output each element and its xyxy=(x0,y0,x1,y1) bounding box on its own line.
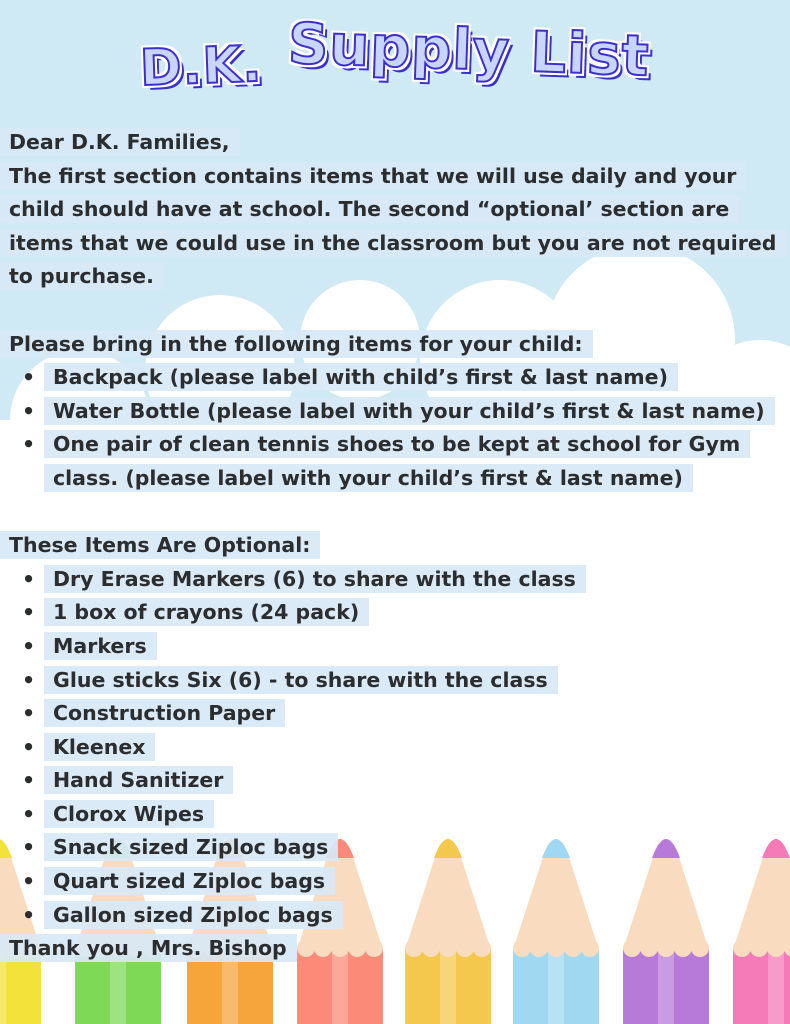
list-item: • Construction Paper xyxy=(0,697,790,731)
list-item: • Snack sized Ziploc bags xyxy=(0,831,790,865)
list-item: • Kleenex xyxy=(0,731,790,765)
list-item: • Hand Sanitizer xyxy=(0,764,790,798)
list-item: • Backpack (please label with child’s first & last name) xyxy=(0,361,790,395)
intro-paragraph: The first section contains items that we will use daily and your child should have at school. The second “optional’ section are items that we could use in the classroom but you are not required to purchase. xyxy=(0,162,786,291)
list-item: • Water Bottle (please label with your child’s first & last name) xyxy=(0,395,790,429)
title-supply-list: Supply List xyxy=(287,11,651,90)
optional-heading: These Items Are Optional: xyxy=(0,531,320,559)
letter-body xyxy=(0,126,790,966)
list-item: • Clorox Wipes xyxy=(0,798,790,832)
signoff: Thank you , Mrs. Bishop xyxy=(0,934,297,962)
list-item: • Glue sticks Six (6) - to share with the class xyxy=(0,664,790,698)
required-list xyxy=(0,361,790,495)
optional-list xyxy=(0,563,790,933)
list-item: • Quart sized Ziploc bags xyxy=(0,865,790,899)
list-item: • Markers xyxy=(0,630,790,664)
required-heading: Please bring in the following items for your child: xyxy=(0,330,593,358)
list-item: • Dry Erase Markers (6) to share with the class xyxy=(0,563,790,597)
list-item: • 1 box of crayons (24 pack) xyxy=(0,596,790,630)
title-dk: D.K. xyxy=(139,34,264,98)
page-title xyxy=(0,11,790,98)
list-item: • Gallon sized Ziploc bags xyxy=(0,899,790,933)
list-item: • One pair of clean tennis shoes to be kept at school for Gym class. (please label with your child’s first & last name) xyxy=(0,428,790,495)
greeting: Dear D.K. Families, xyxy=(0,128,240,156)
